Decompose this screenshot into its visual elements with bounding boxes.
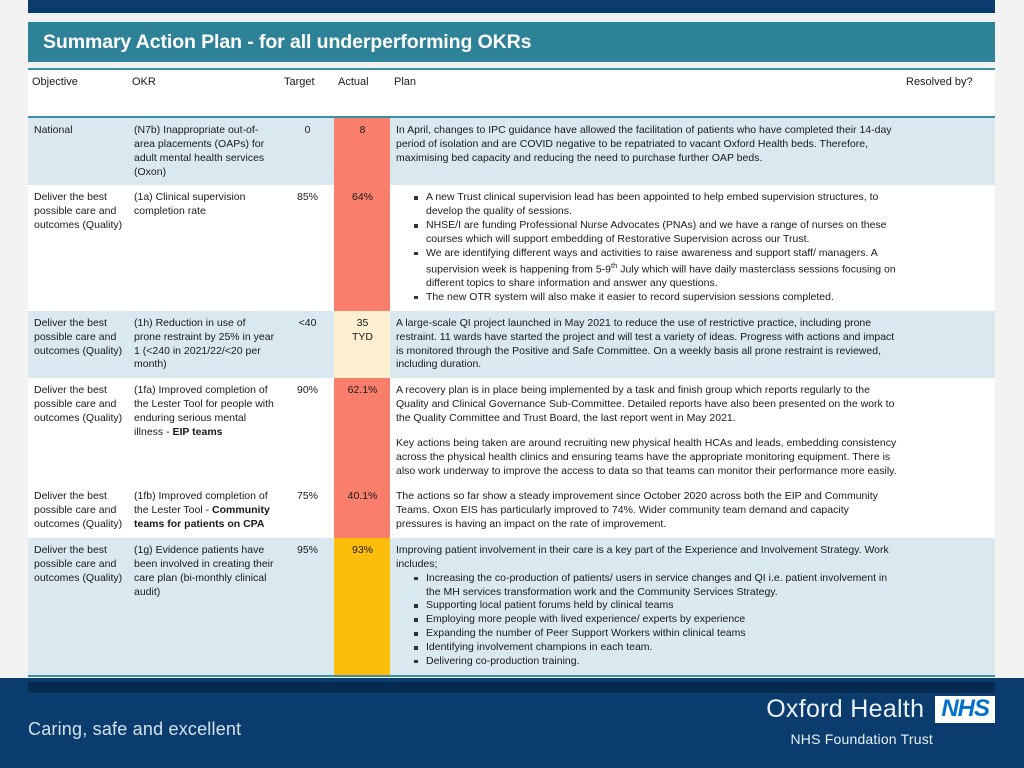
- cell-okr: (1g) Evidence patients have been involved in creating their care plan (bi-monthly clinical audit): [128, 538, 280, 675]
- cell-objective: National: [28, 117, 128, 185]
- cell-resolved-by: [902, 378, 995, 484]
- table-row: [28, 311, 995, 378]
- logo-oxford-health-text: Oxford Health: [766, 695, 925, 723]
- cell-target: 75%: [280, 484, 334, 538]
- plan-paragraph: Improving patient involvement in their care is a key part of the Experience and Involvement Strategy. Work includes;: [396, 543, 889, 570]
- plan-bullet-item: Employing more people with lived experience/ experts by experience: [414, 613, 897, 627]
- cell-actual-rag: 40.1%: [334, 484, 390, 538]
- footer-accent-strip: [28, 682, 995, 693]
- cell-actual-rag: 35 TYD: [334, 311, 390, 378]
- plan-paragraph: In April, changes to IPC guidance have allowed the facilitation of patients who have completed their 14-day period of isolation and are COVID negative to be repatriated to vacant Oxford Health beds. Therefore, maximising bed capacity and reducing the need to purchase further OAP beds.: [396, 124, 892, 164]
- cell-actual-rag: 62.1%: [334, 378, 390, 484]
- logo-nhs-text: NHS: [941, 695, 989, 722]
- cell-target: 85%: [280, 185, 334, 310]
- slide-footer: [0, 678, 1024, 768]
- action-plan-table-wrapper: [28, 68, 995, 675]
- table-bottom-rule: [28, 675, 995, 677]
- table-row: [28, 538, 995, 675]
- plan-paragraph: The actions so far show a steady improvement since October 2020 across both the EIP and Community Teams. Oxon EIS has particularly improved to 74%. Wider community team demand and capacity pressures is having an impact on the rate of improvement.: [396, 490, 878, 531]
- cell-resolved-by: [902, 311, 995, 378]
- column-header-resolved-by: Resolved by?: [902, 69, 995, 117]
- logo-foundation-trust-text: NHS Foundation Trust: [790, 731, 933, 747]
- cell-actual-rag: 64%: [334, 185, 390, 310]
- plan-bullet-list: [396, 572, 897, 669]
- table-row: [28, 117, 995, 185]
- plan-bullet-item: NHSE/I are funding Professional Nurse Advocates (PNAs) and we have a range of nurses on these courses which will support embedding of Restorative Supervision across our Trust.: [414, 219, 897, 247]
- action-plan-table: [28, 68, 995, 675]
- plan-bullet-item: Increasing the co-production of patients/ users in service changes and QI i.e. patient involvement in the MH services transformation work and the Community Services Strategy.: [414, 572, 897, 600]
- cell-resolved-by: [902, 117, 995, 185]
- cell-objective: Deliver the best possible care and outcomes (Quality): [28, 484, 128, 538]
- cell-target: 0: [280, 117, 334, 185]
- plan-bullet-item: Delivering co-production training.: [414, 655, 897, 669]
- plan-bullet-item: A new Trust clinical supervision lead has been appointed to help embed supervision structures, to develop the quality of sessions.: [414, 191, 897, 219]
- plan-bullet-item: The new OTR system will also make it easier to record supervision sessions completed.: [414, 291, 897, 305]
- cell-resolved-by: [902, 185, 995, 310]
- plan-paragraph: A recovery plan is in place being implemented by a task and finish group which reports regularly to the Quality and Clinical Governance Sub-Committee. Detailed reports have also been presented on the work to the Quality Committee and Trust Board, the last report went in May 2021.: [396, 384, 895, 424]
- plan-bullet-list: [396, 191, 897, 304]
- page-title: Summary Action Plan - for all underperforming OKRs: [43, 30, 532, 53]
- nhs-logo-icon: [935, 696, 995, 723]
- cell-objective: Deliver the best possible care and outcomes (Quality): [28, 538, 128, 675]
- cell-okr-emphasis: EIP teams: [172, 425, 223, 438]
- footer-tagline: Caring, safe and excellent: [28, 719, 242, 739]
- table-row: [28, 378, 995, 484]
- cell-target: <40: [280, 311, 334, 378]
- cell-plan: [390, 311, 902, 378]
- cell-target: 95%: [280, 538, 334, 675]
- table-row: [28, 484, 995, 538]
- logo-primary-row: [766, 696, 995, 723]
- cell-resolved-by: [902, 484, 995, 538]
- column-header-objective: Objective: [28, 69, 128, 117]
- table-row: [28, 185, 995, 310]
- cell-objective: Deliver the best possible care and outcomes (Quality): [28, 185, 128, 310]
- column-header-plan: Plan: [390, 69, 902, 117]
- column-header-okr: OKR: [128, 69, 280, 117]
- cell-plan: [390, 484, 902, 538]
- cell-okr: (N7b) Inappropriate out-of-area placements (OAPs) for adult mental health services (Oxon): [128, 117, 280, 185]
- plan-bullet-item: Expanding the number of Peer Support Workers within clinical teams: [414, 627, 897, 641]
- slide-title-bar: [28, 22, 995, 62]
- top-accent-strip: [28, 0, 995, 13]
- cell-objective: Deliver the best possible care and outcomes (Quality): [28, 378, 128, 484]
- cell-okr: (1fa) Improved completion of the Lester Tool for people with enduring serious mental illness - EIP teams: [128, 378, 280, 484]
- cell-okr: (1fb) Improved completion of the Lester Tool - Community teams for patients on CPA: [128, 484, 280, 538]
- ordinal-superscript: th: [611, 260, 618, 270]
- cell-actual-rag: 8: [334, 117, 390, 185]
- cell-plan: [390, 538, 902, 675]
- table-header-row: [28, 69, 995, 117]
- plan-paragraph: Key actions being taken are around recruiting new physical health HCAs and leads, embedding consistency across the physical health clinics and ensuring teams have the appropriate monitoring equipment. There is also work underway to improve the access to data so that teams can monitor their performance more easily.: [396, 436, 897, 477]
- cell-resolved-by: [902, 538, 995, 675]
- cell-actual-rag: 93%: [334, 538, 390, 675]
- plan-bullet-item: Supporting local patient forums held by clinical teams: [414, 599, 897, 613]
- cell-okr: (1h) Reduction in use of prone restraint by 25% in year 1 (<240 in 2021/22/<20 per month): [128, 311, 280, 378]
- cell-target: 90%: [280, 378, 334, 484]
- cell-okr: (1a) Clinical supervision completion rate: [128, 185, 280, 310]
- column-header-target: Target: [280, 69, 334, 117]
- cell-objective: Deliver the best possible care and outcomes (Quality): [28, 311, 128, 378]
- plan-paragraph: A large-scale QI project launched in May 2021 to reduce the use of restrictive practice, including prone restraint. 11 wards have started the project and will test a variety of ideas. Progress with actions and impact is monitored through the Positive and Safe Committee. On a weekly basis all prone restraint is reviewed, including duration.: [396, 316, 895, 371]
- cell-plan: [390, 117, 902, 185]
- oxford-health-nhs-logo: [766, 696, 995, 746]
- plan-bullet-item: We are identifying different ways and activities to raise awareness and support staff/ managers. A supervision week is happening from 5-9th July which will have daily masterclass sessions focusing on different topics to share information and answer any questions.: [414, 247, 897, 291]
- column-header-actual: Actual: [334, 69, 390, 117]
- table-body: [28, 117, 995, 675]
- cell-plan: [390, 378, 902, 484]
- cell-plan: [390, 185, 902, 310]
- cell-okr-emphasis: Community teams for patients on CPA: [134, 504, 270, 531]
- plan-bullet-item: Identifying involvement champions in each team.: [414, 641, 897, 655]
